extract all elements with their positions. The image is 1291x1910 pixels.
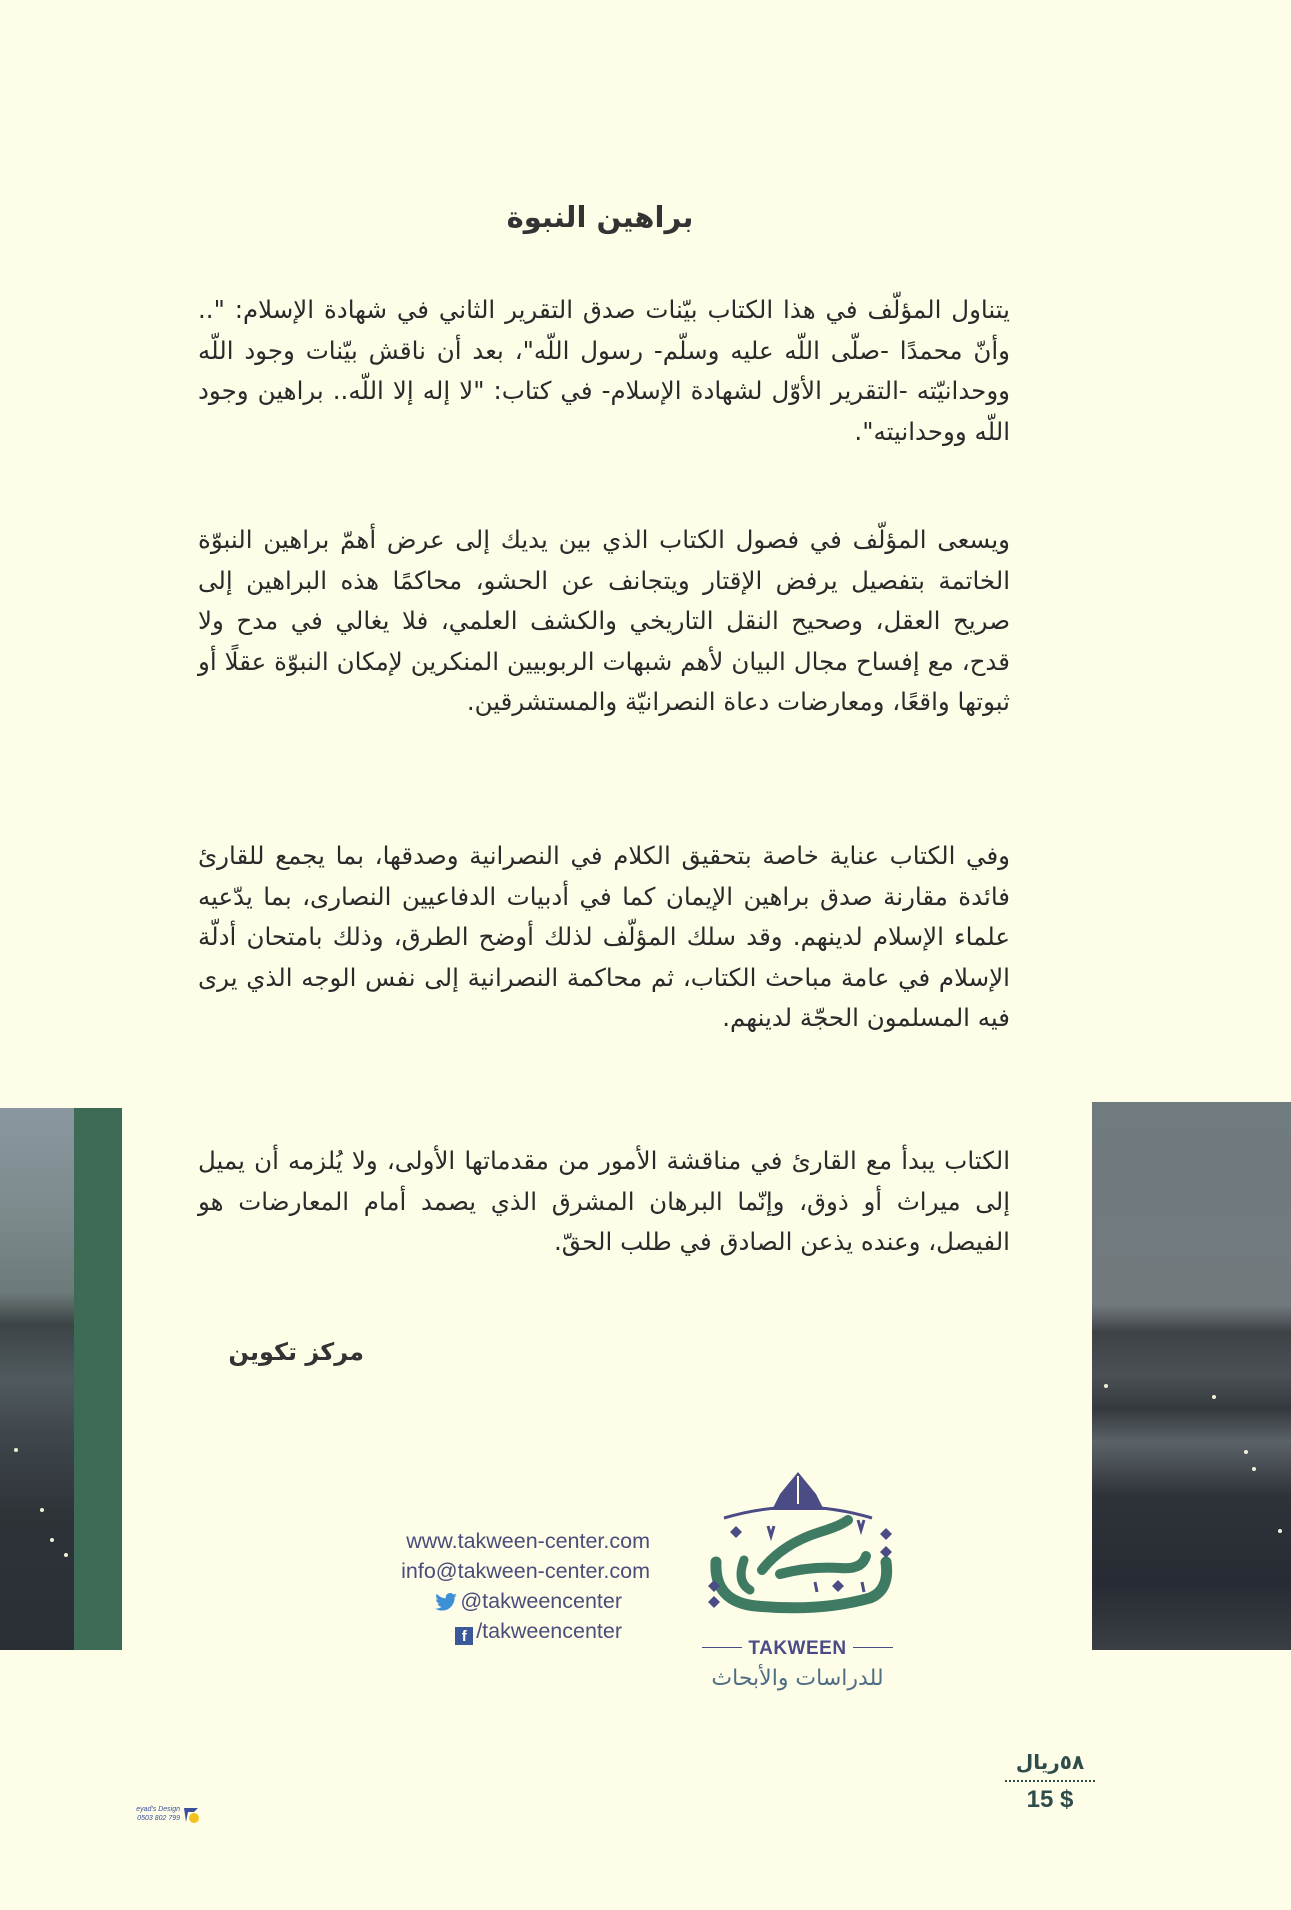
- book-title: براهين النبوة: [506, 200, 694, 234]
- designer-text: eyad's Design 0503 802 799: [136, 1806, 180, 1822]
- left-photo-panel: [0, 1108, 122, 1650]
- blurb-paragraph-4: الكتاب يبدأ مع القارئ في مناقشة الأمور من مقدماتها الأولى، ولا يُلزمه أن يميل إلى ميراث أو ذوق، وإنّما البرهان المشرق الذي يصمد أمام المعارضات هو الفيصل، وعنده يذعن الصادق في طلب الحقّ.: [198, 1146, 1010, 1256]
- twitter-bird-icon: [435, 1593, 457, 1611]
- website-link[interactable]: www.takween-center.com: [406, 1529, 650, 1553]
- crowd-photo-right: [1092, 1102, 1291, 1650]
- twitter-handle[interactable]: [290, 1586, 650, 1616]
- signature: مركز تكوين: [228, 1338, 364, 1366]
- designer-credit: [118, 1805, 202, 1829]
- price-usd: 15 $: [1026, 1786, 1074, 1813]
- email-link[interactable]: info@takween-center.com: [401, 1559, 650, 1583]
- blurb-paragraph-2: ويسعى المؤلّف في فصول الكتاب الذي بين يديك إلى عرض أهمّ براهين النبوّة الخاتمة بتفصيل يرفض الإقتار ويتجانف عن الحشو، محاكمًا هذه البراهين إلى صريح العقل، وصحيح النقل التاريخي والكشف العلمي، فلا يغالي في مدح ولا قدح، مع إفساح مجال البيان لأهم شبهات الربوبيين المنكرين لإمكان النبوّة عقلًا أو ثبوتها واقعًا، ومعارضات دعاة النصرانيّة والمستشرقين.: [198, 525, 1010, 716]
- facebook-page[interactable]: [290, 1616, 650, 1646]
- logo-latin-name: TAKWEEN: [690, 1638, 905, 1660]
- blurb-paragraph-1: يتناول المؤلّف في هذا الكتاب بيّنات صدق التقرير الثاني في شهادة الإسلام: ".. وأنّ محمدًا -صلّى اللّه عليه وسلّم- رسول اللّه"، بعد أن ناقش بيّنات وجود اللّه ووحدانيّته -التقرير الأوّل لشهادة الإسلام- في كتاب: "لا إله إلا اللّه.. براهين وجود اللّه ووحدانيته".: [198, 295, 1010, 446]
- twitter-handle-text: @takweencenter: [460, 1589, 622, 1613]
- green-strip: [74, 1108, 122, 1650]
- contact-info: [290, 1526, 650, 1646]
- price-sar: ٥٨ريال: [1005, 1750, 1095, 1782]
- facebook-f-icon: f: [455, 1627, 473, 1645]
- crowd-photo-left: [0, 1108, 74, 1650]
- logo-tagline: للدراسات والأبحاث: [711, 1666, 884, 1691]
- designer-logo-icon: [182, 1806, 200, 1824]
- takween-logo: [690, 1470, 905, 1710]
- blurb-paragraph-3: وفي الكتاب عناية خاصة بتحقيق الكلام في النصرانية وصدقها، بما يجمع للقارئ فائدة مقارنة صدق براهين الإيمان كما في أدبيات الدفاعيين النصارى، بما يدّعيه علماء الإسلام لدينهم. وقد سلك المؤلّف لذلك أوضح الطرق، وذلك بامتحان أدلّة الإسلام في عامة مباحث الكتاب، ثم محاكمة النصرانية إلى نفس الوجه الذي يرى فيه المسلمون الحجّة لدينهم.: [198, 841, 1010, 1032]
- price-tag: [1005, 1750, 1095, 1814]
- facebook-page-text: /takweencenter: [476, 1619, 622, 1643]
- takween-calligraphy-icon: [690, 1470, 905, 1638]
